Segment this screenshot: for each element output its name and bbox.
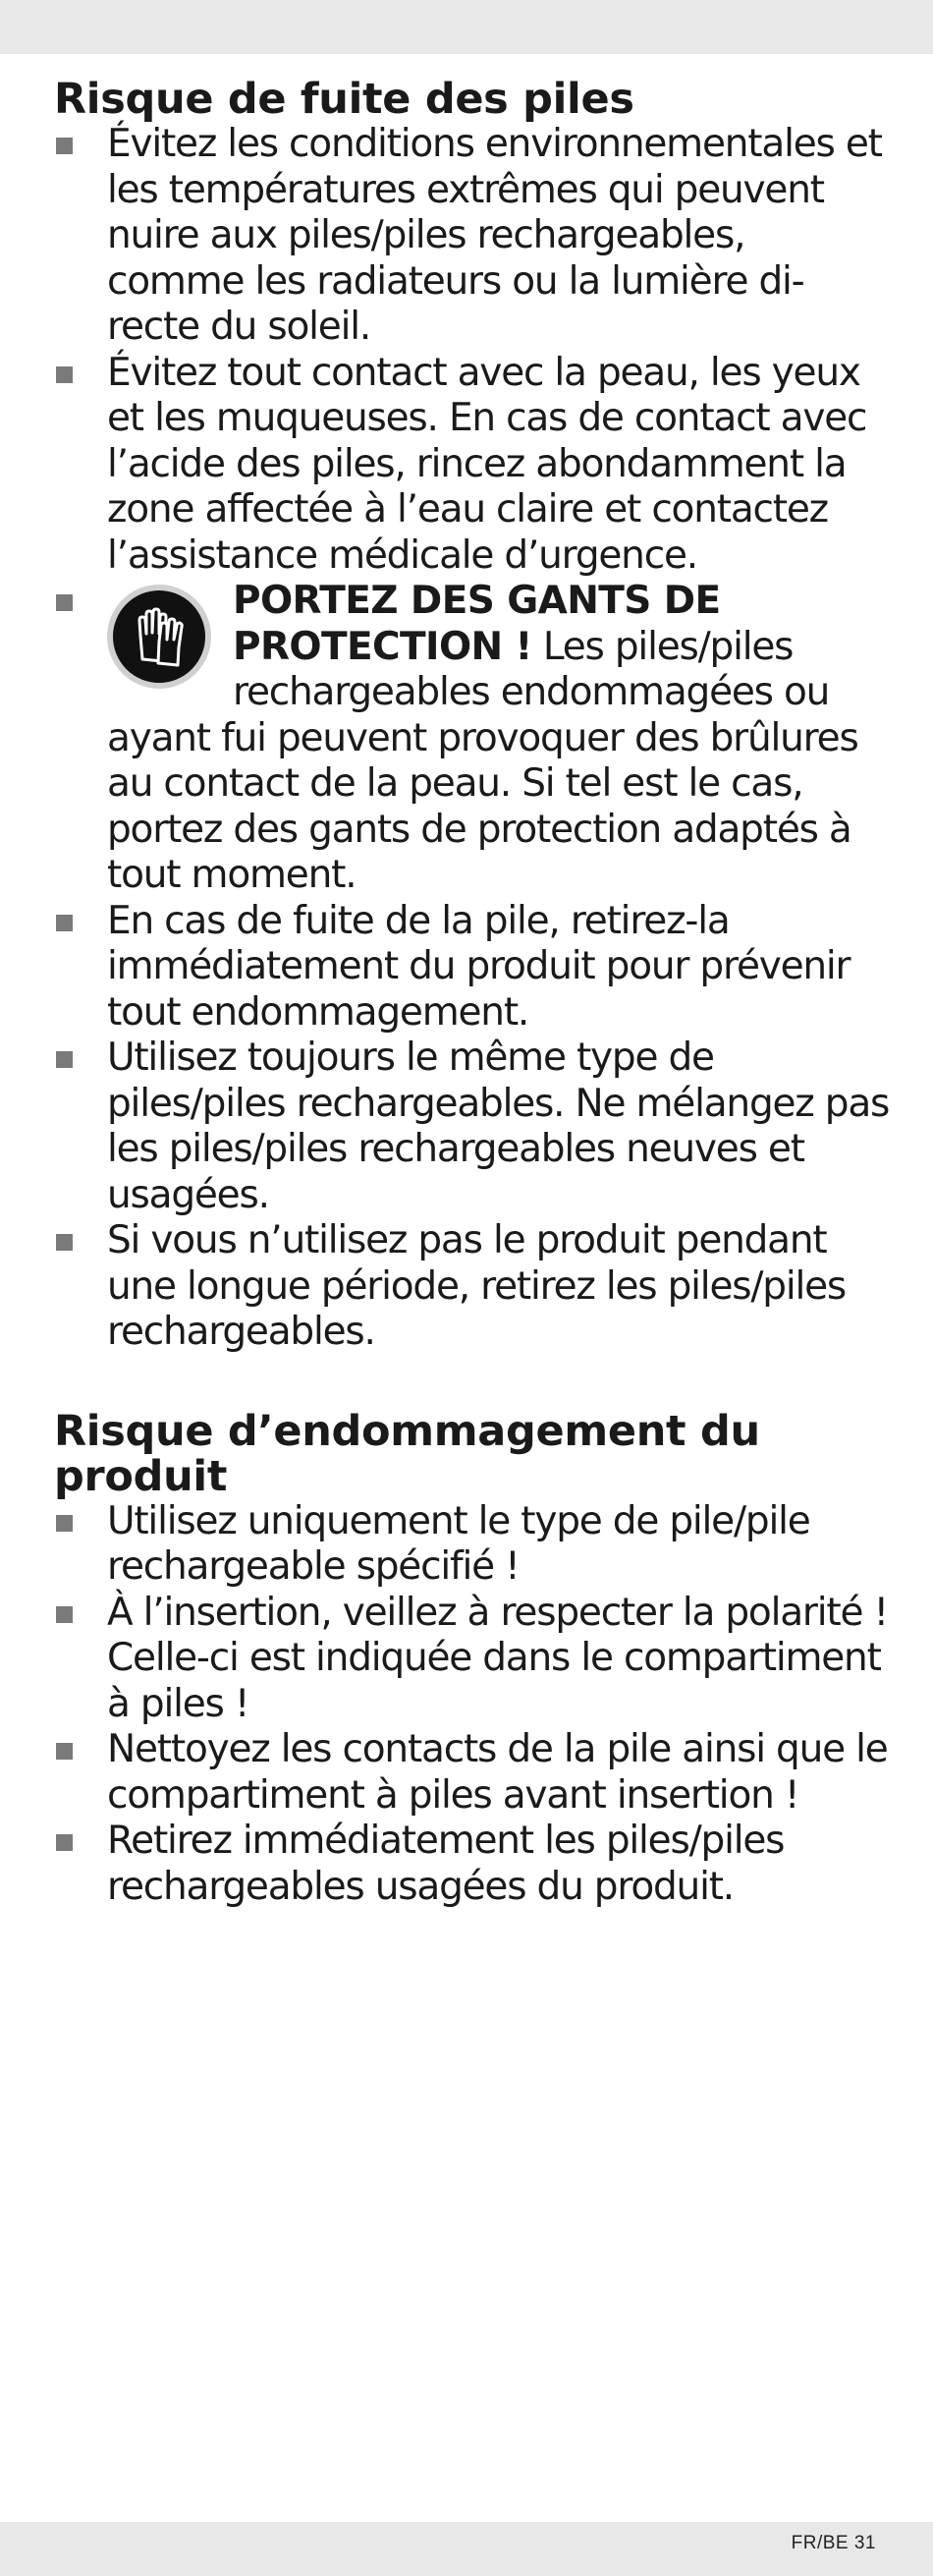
- top-band: [0, 0, 933, 54]
- protective-gloves-icon: [107, 585, 211, 689]
- square-bullet-icon: [56, 1743, 73, 1760]
- product-damage-list: [54, 1499, 891, 1911]
- square-bullet-icon: [56, 1606, 73, 1623]
- warning-heading: PORTEZ DES GANTS DE PROTECTION !: [233, 579, 721, 669]
- page-number: FR/BE 31: [791, 2533, 876, 2553]
- square-bullet-icon: [56, 915, 73, 931]
- battery-leak-list: [54, 122, 891, 1356]
- list-item: Retirez immédiatement les piles/piles rechargeables usagées du produit.: [54, 1819, 891, 1910]
- warning-list-item: [54, 579, 891, 899]
- square-bullet-icon: [56, 1234, 73, 1251]
- list-item: Utilisez uniquement le type de pile/pile rechargeable spécifié !: [54, 1499, 891, 1591]
- section-title-product-damage: Risque d’endommagement du produit: [54, 1406, 760, 1501]
- list-item: Nettoyez les contacts de la pile ainsi que le compartiment à piles avant insertion !: [54, 1727, 891, 1819]
- list-item: Évitez les conditions environnementales et les températures extrêmes qui peuvent nuire aux piles/piles rechargeables, comme les radiateurs ou la lumière di-recte du soleil.: [54, 122, 891, 351]
- square-bullet-icon: [56, 138, 73, 154]
- list-item: À l’insertion, veillez à respecter la polarité ! Celle-ci est indiquée dans le compartiment à piles !: [54, 1591, 891, 1728]
- square-bullet-icon: [56, 366, 73, 383]
- section-title-battery-leak: Risque de fuite des piles: [54, 75, 634, 124]
- square-bullet-icon: [56, 1051, 73, 1068]
- warning-text: Les piles/piles rechargeables endommagées ou ayant fui peuvent provoquer des brûlures au contact de la peau. Si tel est le cas, portez des gants de protection adaptés à tout moment.: [107, 624, 858, 897]
- square-bullet-icon: [56, 1834, 73, 1851]
- list-item: Si vous n’utilisez pas le produit pendant une longue période, retirez les piles/piles rechargeables.: [54, 1218, 891, 1356]
- square-bullet-icon: [56, 1515, 73, 1532]
- list-item: Évitez tout contact avec la peau, les yeux et les muqueuses. En cas de contact avec l’acide des piles, rincez abondamment la zone affectée à l’eau claire et contactez l’assistance médicale d’urgence.: [54, 351, 891, 580]
- list-item: Utilisez toujours le même type de piles/piles rechargeables. Ne mélangez pas les piles/piles rechargeables neuves et usagées.: [54, 1036, 891, 1218]
- list-item: En cas de fuite de la pile, retirez-la immédiatement du produit pour prévenir tout endommagement.: [54, 899, 891, 1036]
- square-bullet-icon: [56, 594, 73, 611]
- page-content: [54, 77, 891, 1910]
